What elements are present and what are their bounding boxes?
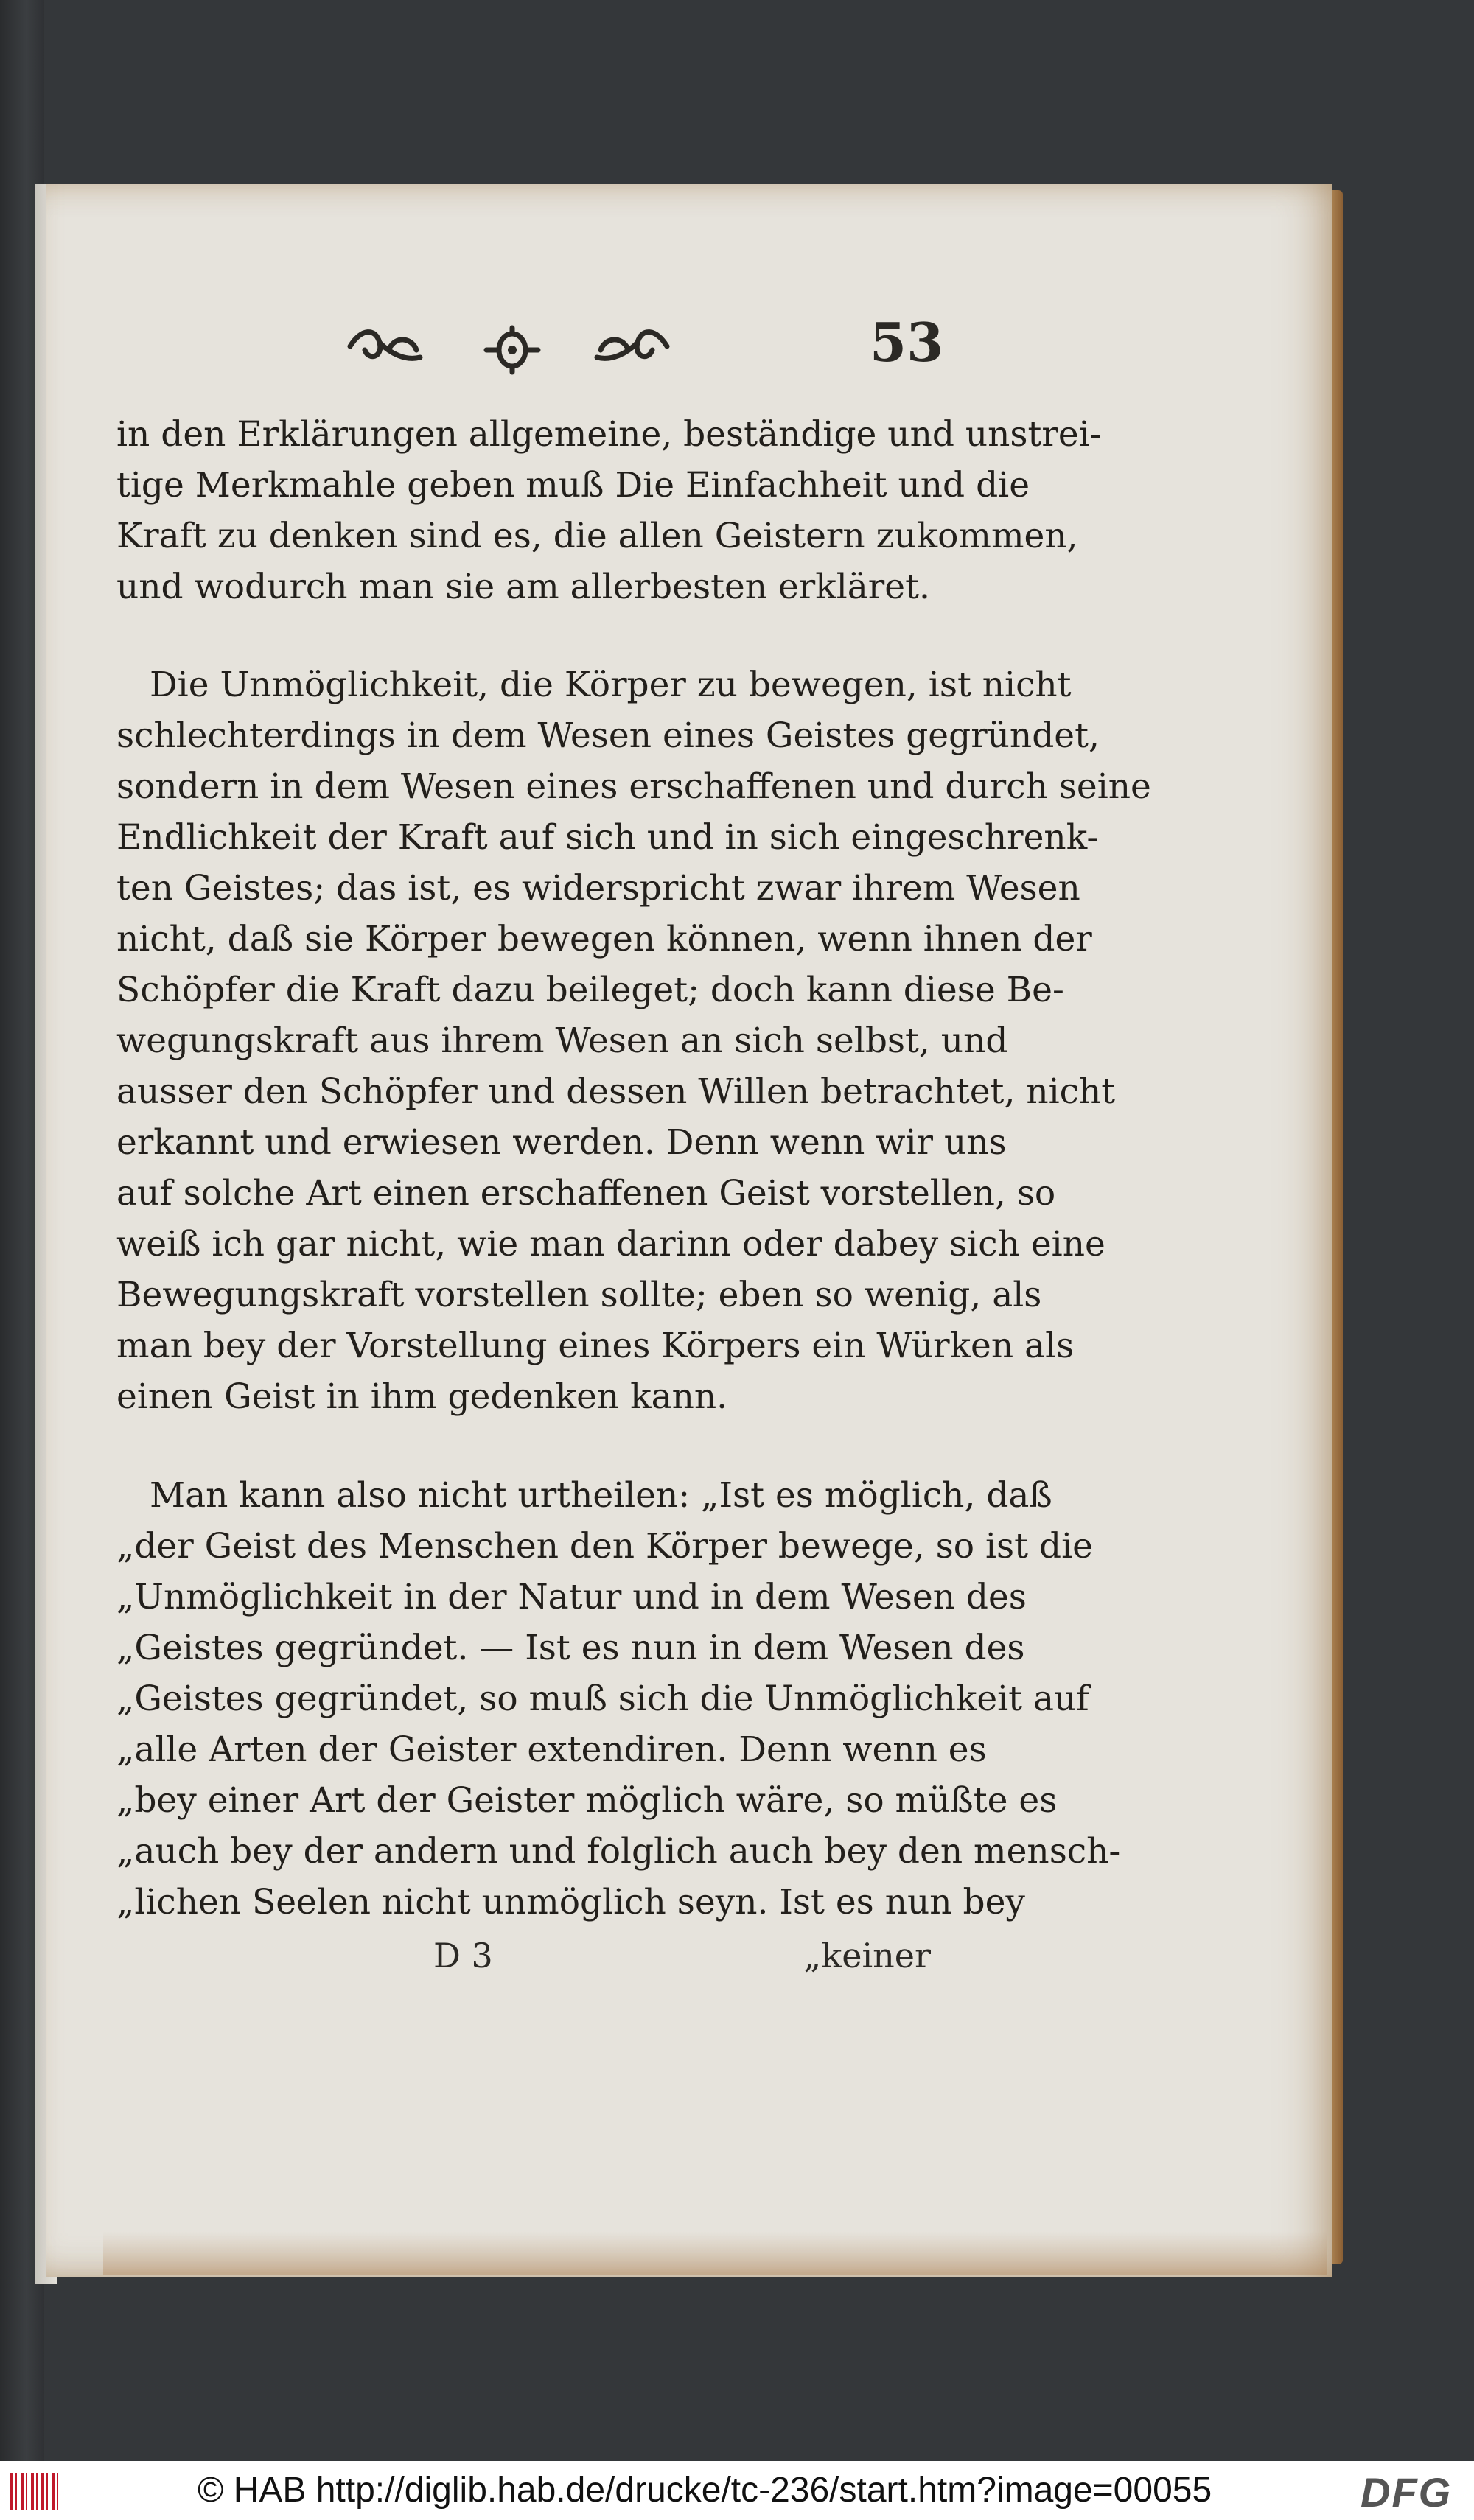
text-line: in den Erklärungen allgemeine, beständige und unstrei-	[116, 414, 1102, 455]
floral-center-ornament-icon	[479, 324, 545, 376]
barcode-icon	[10, 2473, 62, 2510]
text-line: und wodurch man sie am allerbesten erkläret.	[116, 567, 930, 607]
scroll-right-ornament-icon	[590, 324, 671, 376]
paragraph-3	[116, 1470, 1121, 1928]
text-line: „Geistes gegründet. — Ist es nun in dem Wesen des	[116, 1628, 1025, 1668]
scroll-left-ornament-icon	[346, 324, 427, 376]
text-line: sondern in dem Wesen eines erschaffenen und durch seine	[116, 766, 1151, 807]
signature-mark: D 3	[433, 1936, 493, 1975]
dfg-logo: DFG	[1361, 2469, 1453, 2516]
paragraph-1	[116, 409, 1102, 612]
text-line: Schöpfer die Kraft dazu beileget; doch kann diese Be-	[116, 970, 1064, 1010]
text-line: Kraft zu denken sind es, die allen Geistern zukommen,	[116, 516, 1078, 556]
text-line: erkannt und erwiesen werden. Denn wenn wir uns	[116, 1122, 1007, 1163]
source-link[interactable]: © HAB http://diglib.hab.de/drucke/tc-236/start.htm?image=00055	[198, 2471, 1212, 2510]
info-bar	[0, 2461, 1474, 2520]
text-line: tige Merkmahle geben muß Die Einfachheit und die	[116, 465, 1030, 505]
text-line: „der Geist des Menschen den Körper bewege, so ist die	[116, 1526, 1093, 1567]
text-line: „Unmöglichkeit in der Natur und in dem Wesen des	[116, 1577, 1027, 1617]
page-bottom-stain	[103, 2231, 1327, 2275]
page-header	[346, 309, 936, 391]
text-line: schlechterdings in dem Wesen eines Geistes gegründet,	[116, 715, 1100, 756]
text-line: Endlichkeit der Kraft auf sich und in sich eingeschrenk-	[116, 817, 1099, 858]
catchword: „keiner	[803, 1936, 931, 1975]
text-line: „Geistes gegründet, so muß sich die Unmöglichkeit auf	[116, 1679, 1089, 1719]
text-line: auf solche Art einen erschaffenen Geist vorstellen, so	[116, 1173, 1056, 1214]
text-line: weiß ich gar nicht, wie man darinn oder dabey sich eine	[116, 1224, 1106, 1264]
page-number: 53	[870, 311, 944, 374]
text-line: man bey der Vorstellung eines Körpers ein Würken als	[116, 1326, 1075, 1366]
paragraph-2	[116, 659, 1151, 1422]
text-line: wegungskraft aus ihrem Wesen an sich selbst, und	[116, 1021, 1008, 1061]
text-line: Bewegungskraft vorstellen sollte; eben so wenig, als	[116, 1275, 1042, 1315]
text-line: „lichen Seelen nicht unmöglich seyn. Ist es nun bey	[116, 1882, 1025, 1922]
text-line: Die Unmöglichkeit, die Körper zu bewegen, ist nicht	[150, 665, 1072, 705]
text-line: „auch bey der andern und folglich auch bey den mensch-	[116, 1831, 1121, 1872]
text-line: ten Geistes; das ist, es widerspricht zwar ihrem Wesen	[116, 868, 1080, 909]
page-footer	[116, 1936, 931, 1987]
text-line: einen Geist in ihm gedenken kann.	[116, 1376, 728, 1417]
text-line: „bey einer Art der Geister möglich wäre, so müßte es	[116, 1780, 1058, 1821]
text-line: ausser den Schöpfer und dessen Willen betrachtet, nicht	[116, 1071, 1116, 1112]
text-line: nicht, daß sie Körper bewegen können, wenn ihnen der	[116, 919, 1092, 959]
text-line: „alle Arten der Geister extendiren. Denn wenn es	[116, 1729, 987, 1770]
text-line: Man kann also nicht urtheilen: „Ist es möglich, daß	[150, 1475, 1052, 1516]
